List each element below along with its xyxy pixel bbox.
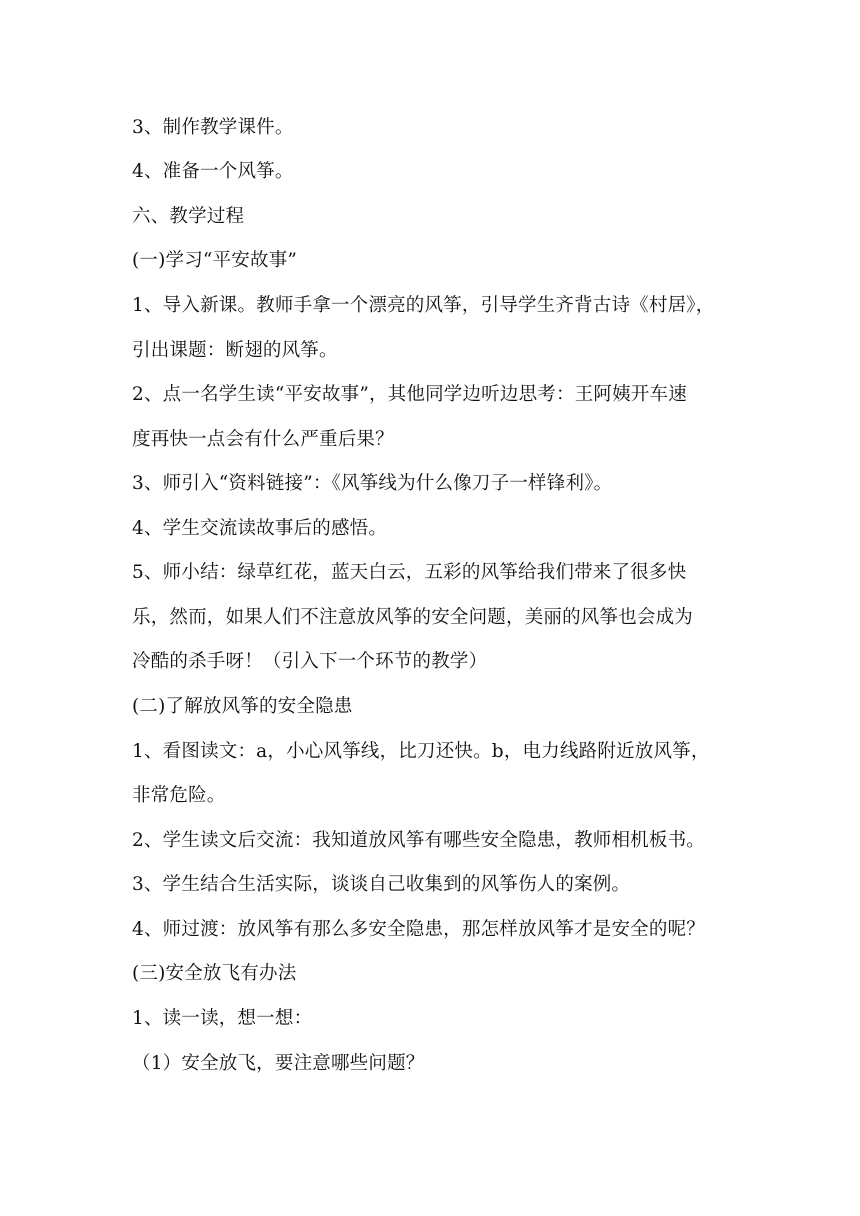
text-line: 3、师引入“资料链接”：《风筝线为什么像刀子一样锋利》。	[132, 473, 613, 494]
text-line: 1、读一读，想一想：	[132, 1008, 313, 1029]
subsection-heading: (三)安全放飞有办法	[132, 963, 297, 984]
text-line: 4、准备一个风筝。	[132, 161, 294, 182]
text-line: 4、学生交流读故事后的感悟。	[132, 518, 388, 539]
text-line: 引出课题：断翅的风筝。	[132, 340, 338, 361]
text-line: 乐，然而，如果人们不注意放风筝的安全问题，美丽的风筝也会成为	[132, 607, 694, 628]
subsection-heading: (一)学习“平安故事”	[132, 250, 298, 271]
text-line: 度再快一点会有什么严重后果？	[132, 429, 394, 450]
text-line: 5、师小结：绿草红花，蓝天白云，五彩的风筝给我们带来了很多快	[132, 562, 687, 583]
text-line: （1）安全放飞，要注意哪些问题？	[132, 1053, 425, 1074]
text-line: 冷酷的杀手呀！（引入下一个环节的教学）	[132, 651, 488, 672]
text-line: 3、学生结合生活实际，谈谈自己收集到的风筝伤人的案例。	[132, 874, 631, 895]
text-line: 3、制作教学课件。	[132, 117, 294, 138]
text-line: 4、师过渡：放风筝有那么多安全隐患，那怎样放风筝才是安全的呢？	[132, 919, 705, 940]
text-line: 非常危险。	[132, 785, 226, 806]
section-heading: 六、教学过程	[132, 206, 245, 227]
text-line: 2、点一名学生读“平安故事”，其他同学边听边思考：王阿姨开车速	[132, 384, 687, 405]
text-line: 1、看图读文：a，小心风筝线，比刀还快。b，电力线路附近放风筝，	[132, 741, 710, 762]
text-line: 1、导入新课。教师手拿一个漂亮的风筝，引导学生齐背古诗《村居》，	[132, 295, 715, 316]
text-line: 2、学生读文后交流：我知道放风筝有哪些安全隐患，教师相机板书。	[132, 830, 705, 851]
subsection-heading: (二)了解放风筝的安全隐患	[132, 696, 353, 717]
